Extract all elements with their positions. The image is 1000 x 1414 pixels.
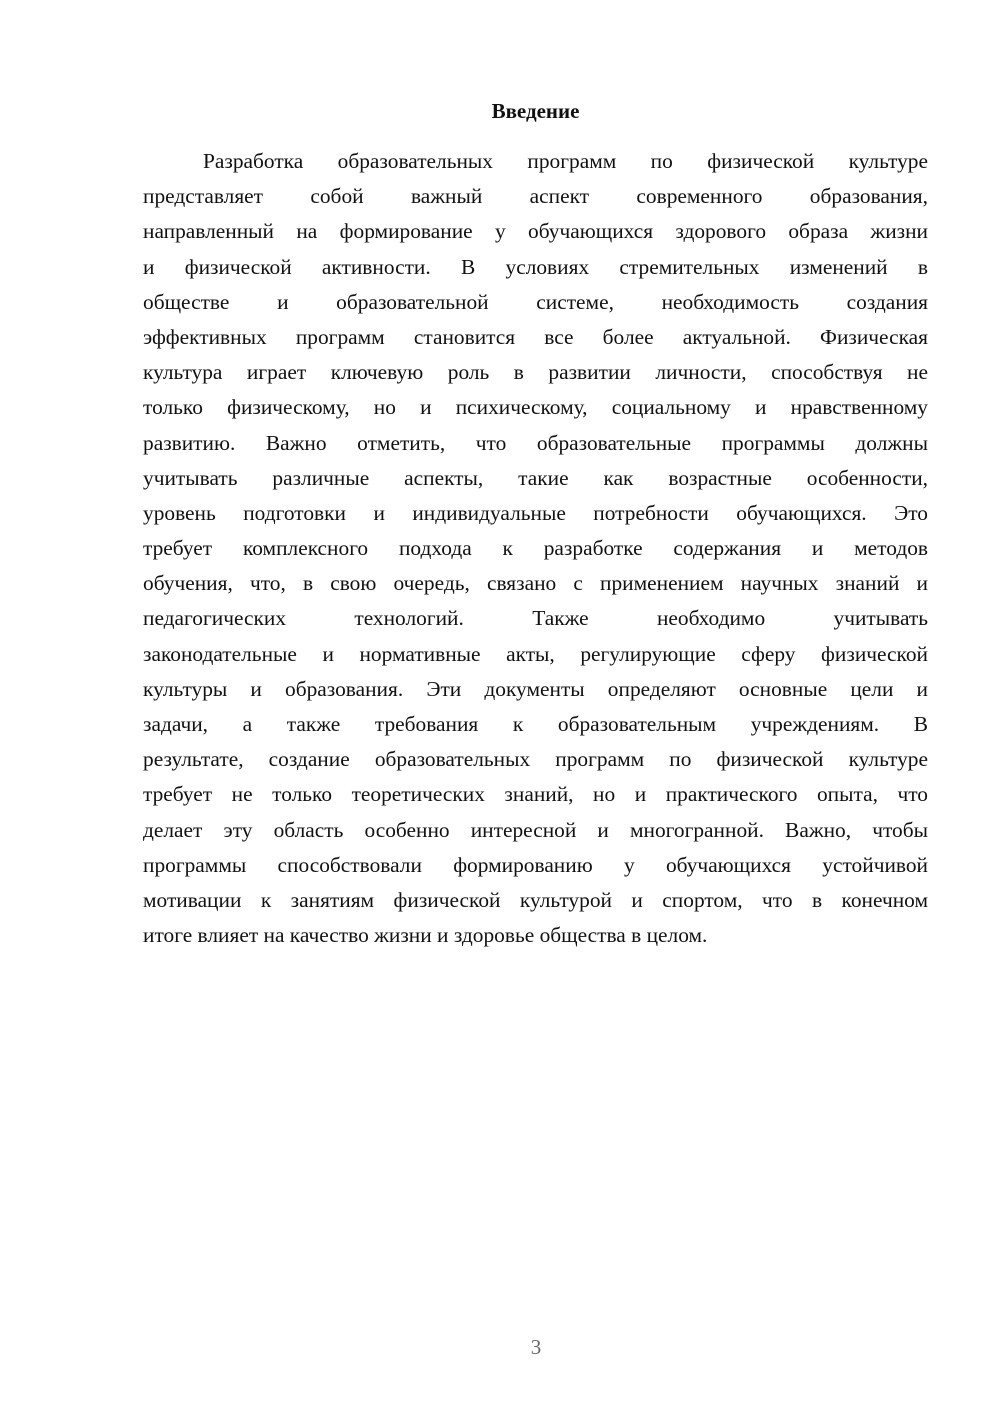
- paragraph-line: педагогических технологий. Также необходимо учитывать: [143, 606, 928, 631]
- paragraph-line: уровень подготовки и индивидуальные потребности обучающихся. Это: [143, 500, 928, 525]
- paragraph-line: только физическому, но и психическому, социальному и нравственному: [143, 395, 928, 420]
- paragraph-line: и физической активности. В условиях стремительных изменений в: [143, 254, 928, 279]
- page-number: 3: [530, 1335, 542, 1359]
- paragraph-line: итоге влияет на качество жизни и здоровье общества в целом.: [143, 923, 708, 948]
- paragraph-line: представляет собой важный аспект современного образования,: [143, 184, 928, 209]
- paragraph-line: обучения, что, в свою очередь, связано с применением научных знаний и: [143, 571, 928, 596]
- paragraph-line: требует не только теоретических знаний, но и практического опыта, что: [143, 782, 928, 807]
- paragraph-line: результате, создание образовательных программ по физической культуре: [143, 747, 928, 772]
- section-heading: Введение: [491, 99, 580, 123]
- paragraph-line: Разработка образовательных программ по физической культуре: [203, 149, 928, 173]
- paragraph-line: направленный на формирование у обучающихся здорового образа жизни: [143, 219, 928, 244]
- paragraph-line: мотивации к занятиям физической культурой и спортом, что в конечном: [143, 887, 928, 912]
- paragraph-line: учитывать различные аспекты, такие как возрастные особенности,: [143, 465, 928, 490]
- paragraph-line: обществе и образовательной системе, необходимость создания: [143, 289, 928, 314]
- paragraph-line: задачи, а также требования к образовательным учреждениям. В: [143, 712, 928, 736]
- body-paragraph: [143, 144, 928, 953]
- paragraph-line: развитию. Важно отметить, что образовательные программы должны: [143, 430, 928, 455]
- paragraph-line: законодательные и нормативные акты, регулирующие сферу физической: [143, 641, 928, 666]
- paragraph-line: культуры и образования. Эти документы определяют основные цели и: [143, 676, 928, 701]
- paragraph-line: требует комплексного подхода к разработке содержания и методов: [143, 536, 928, 561]
- paragraph-line: эффективных программ становится все более актуальной. Физическая: [143, 324, 928, 349]
- paragraph-line: программы способствовали формированию у обучающихся устойчивой: [143, 852, 928, 877]
- paragraph-line: культура играет ключевую роль в развитии личности, способствуя не: [143, 360, 928, 385]
- paragraph-line: делает эту область особенно интересной и многогранной. Важно, чтобы: [143, 817, 928, 842]
